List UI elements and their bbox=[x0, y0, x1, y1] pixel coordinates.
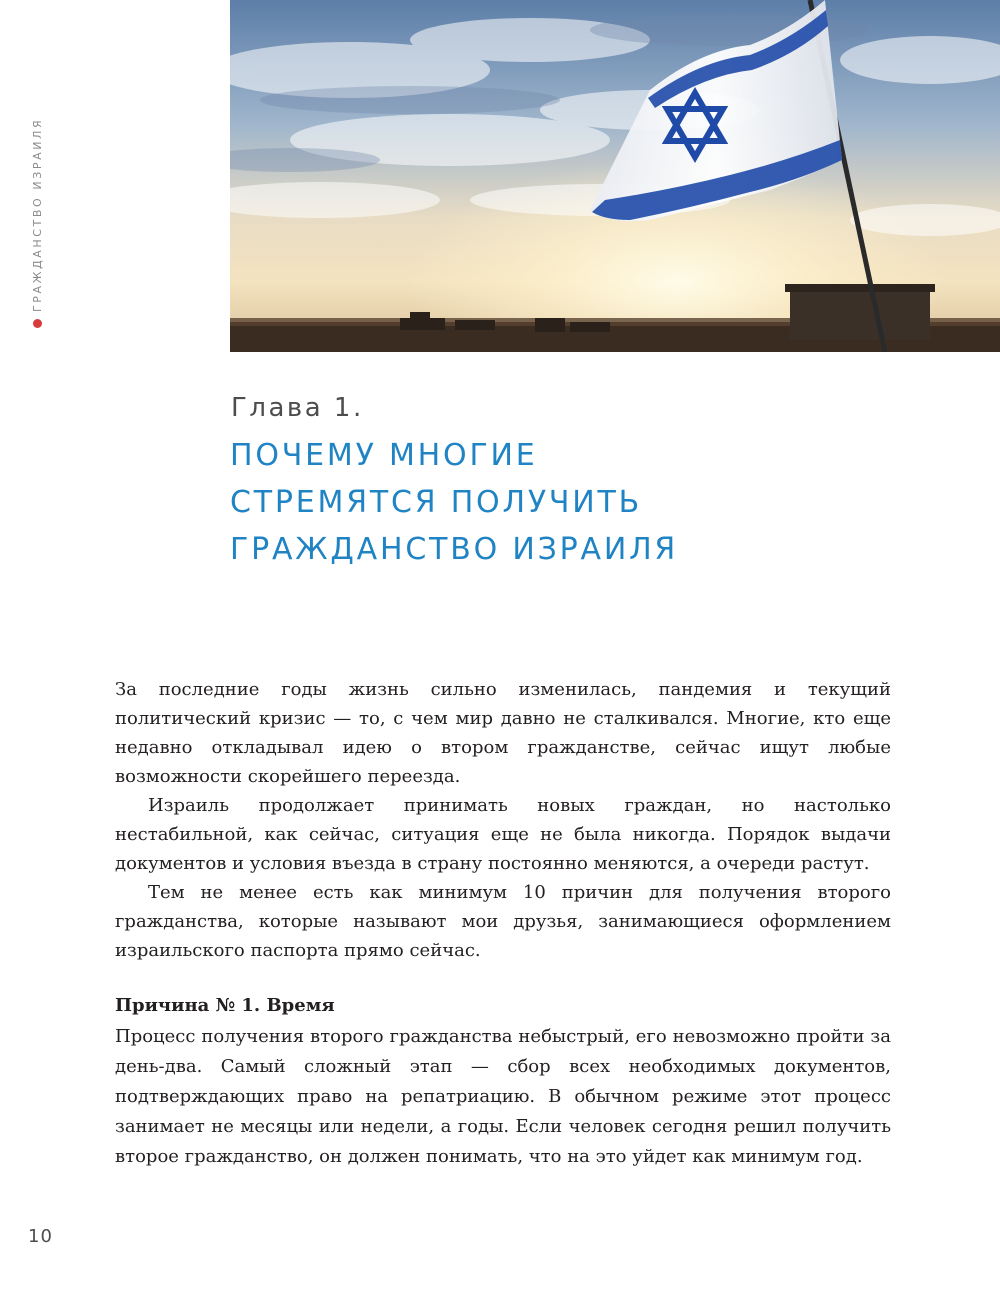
reason-text: Процесс получения второго гражданства небыстрый, его невозможно пройти за день-два. Самый сложный этап — сбор всех необходимых документов, подтверждающих право на репатриацию. В обычном режиме этот процесс занимает не месяцы или недели, а годы. Если человек сегодня решил получить второе гражданство, он должен понимать, что на это уйдет как минимум год. bbox=[115, 1026, 891, 1167]
chapter-title-line: ГРАЖДАНСТВО ИЗРАИЛЯ bbox=[230, 532, 679, 567]
paragraph: За последние годы жизнь сильно изменилась, пандемия и текущий политический кризис — то, с чем мир давно не сталкивался. Многие, кто еще недавно откладывал идею о втором гражданстве, сейчас ищут любые возможности скорейшего переезда. bbox=[115, 679, 891, 787]
header-photo bbox=[230, 0, 1000, 352]
intro-text bbox=[115, 675, 891, 965]
chapter-label: Глава 1. bbox=[231, 393, 364, 423]
page-number: 10 bbox=[28, 1226, 53, 1247]
chapter-title bbox=[230, 432, 678, 573]
section-label-text: ГРАЖДАНСТВО ИЗРАИЛЯ bbox=[31, 117, 44, 312]
chapter-title-line: ПОЧЕМУ МНОГИЕ bbox=[230, 438, 538, 473]
paragraph: Израиль продолжает принимать новых граждан, но настолько нестабильной, как сейчас, ситуация еще не была никогда. Порядок выдачи документов и условия въезда в страну постоянно меняются, а очереди растут. bbox=[115, 795, 891, 874]
paragraph: Тем не менее есть как минимум 10 причин для получения второго гражданства, которые называют мои друзья, занимающиеся оформлением израильского паспорта прямо сейчас. bbox=[115, 882, 891, 961]
reason-heading: Причина № 1. Время bbox=[115, 995, 335, 1016]
section-side-label bbox=[31, 118, 44, 328]
israeli-flag-icon bbox=[230, 0, 1000, 352]
section-dot-icon bbox=[33, 319, 42, 328]
chapter-title-line: СТРЕМЯТСЯ ПОЛУЧИТЬ bbox=[230, 485, 643, 520]
